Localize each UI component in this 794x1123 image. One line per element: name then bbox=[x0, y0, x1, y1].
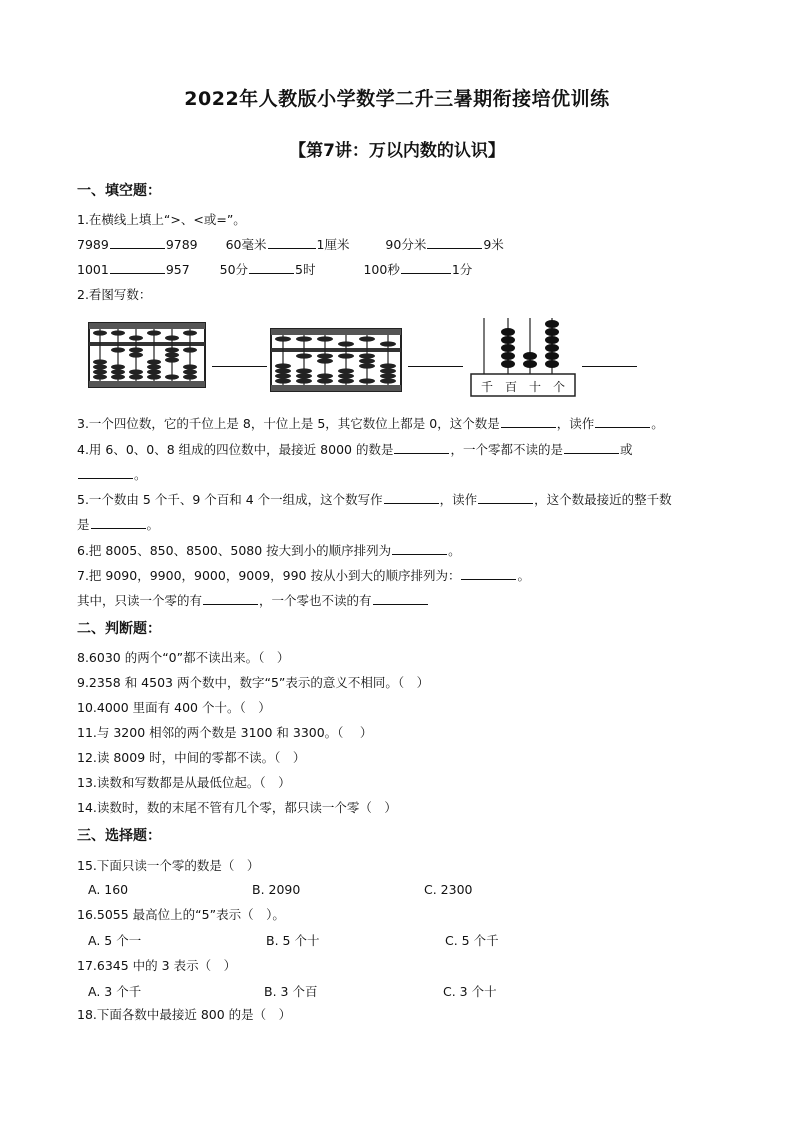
section-2-heading: 二、判断题： bbox=[77, 621, 161, 637]
q7-blank-2[interactable] bbox=[203, 592, 258, 605]
q6-blank-1[interactable] bbox=[392, 542, 447, 555]
q1-stem: 1.在横线上填上“>、<或=”。 bbox=[77, 212, 246, 227]
q7 bbox=[77, 567, 530, 585]
q16-option-c[interactable]: C. 5 个千 bbox=[445, 933, 499, 948]
q1-row-2 bbox=[77, 261, 472, 279]
q4-blank-3[interactable] bbox=[78, 466, 133, 479]
q3 bbox=[77, 415, 664, 433]
q16-stem: 16.5055 最高位上的“5”表示（ ）。 bbox=[77, 907, 285, 922]
counting-frame-answer-blank[interactable] bbox=[582, 366, 637, 367]
q5-text-a: 5.一个数由 5 个千、9 个百和 4 个一组成，这个数写作 bbox=[77, 492, 383, 507]
q15-option-c[interactable]: C. 2300 bbox=[424, 882, 473, 897]
q17-stem: 17.6345 中的 3 表示（ ） bbox=[77, 958, 237, 973]
q3-blank-1[interactable] bbox=[501, 415, 556, 428]
place-label-thousands: 千 bbox=[480, 380, 493, 394]
q1-r2-d: 5时 bbox=[295, 262, 316, 277]
q4-text-a: 4.用 6、0、0、8 组成的四位数中，最接近 8000 的数是 bbox=[77, 442, 394, 457]
q1-r1-blank-2[interactable] bbox=[268, 236, 316, 249]
q1-r2-blank-3[interactable] bbox=[401, 261, 451, 274]
q4-blank-2[interactable] bbox=[564, 441, 619, 454]
q5-blank-1[interactable] bbox=[384, 491, 439, 504]
q7-text-c: 其中，只读一个零的有 bbox=[77, 593, 203, 608]
q1-r1-blank-3[interactable] bbox=[427, 236, 482, 249]
q4-continued bbox=[77, 466, 147, 484]
q1-r1-a: 7989 bbox=[77, 237, 109, 252]
q1-r1-d: 1厘米 bbox=[316, 237, 350, 252]
q4-blank-1[interactable] bbox=[394, 441, 449, 454]
place-label-tens: 十 bbox=[528, 380, 541, 394]
place-label-ones: 个 bbox=[552, 380, 565, 394]
q4-text-c: 或 bbox=[619, 442, 633, 457]
q5-blank-3[interactable] bbox=[91, 516, 146, 529]
q7-text-a: 7.把 9090，9900，9000，9009，990 按从小到大的顺序排列为： bbox=[77, 568, 461, 583]
judge-item-14: 14.读数时，数的末尾不管有几个零，都只读一个零（ ） bbox=[77, 800, 397, 815]
q5-text-b: ，读作 bbox=[439, 492, 478, 507]
q4-text-b: ，一个零都不读的是 bbox=[450, 442, 563, 457]
judge-item-11: 11.与 3200 相邻的两个数是 3100 和 3300。（ ） bbox=[77, 725, 373, 740]
judge-item-10: 10.4000 里面有 400 个十。（ ） bbox=[77, 700, 271, 715]
q1-r2-a: 1001 bbox=[77, 262, 109, 277]
q1-r1-c: 60毫米 bbox=[225, 237, 267, 252]
q1-r1-f: 9米 bbox=[483, 237, 504, 252]
q17-option-a[interactable]: A. 3 个千 bbox=[88, 984, 142, 999]
q18-stem: 18.下面各数中最接近 800 的是（ ） bbox=[77, 1007, 292, 1022]
page-title: 2022年人教版小学数学二升三暑期衔接培优训练 bbox=[184, 88, 610, 110]
q3-blank-2[interactable] bbox=[595, 415, 650, 428]
abacus-1-image bbox=[88, 322, 206, 388]
q1-r2-b: 957 bbox=[165, 262, 190, 277]
abacus-1-answer-blank[interactable] bbox=[212, 366, 267, 367]
q7-continued bbox=[77, 592, 429, 610]
q1-r2-blank-2[interactable] bbox=[249, 261, 294, 274]
q5-continued bbox=[77, 516, 159, 534]
q4-text-d: 。 bbox=[134, 467, 147, 482]
q3-text-b: ，读作 bbox=[556, 416, 595, 431]
q15-stem: 15.下面只读一个零的数是（ ） bbox=[77, 858, 260, 873]
q7-text-d: ，一个零也不读的有 bbox=[259, 593, 372, 608]
q5-blank-2[interactable] bbox=[478, 491, 533, 504]
q5 bbox=[77, 491, 672, 509]
q17-option-c[interactable]: C. 3 个十 bbox=[443, 984, 497, 999]
q3-text-a: 3.一个四位数，它的千位上是 8，十位上是 5，其它数位上都是 0，这个数是 bbox=[77, 416, 500, 431]
judge-item-12: 12.读 8009 时，中间的零都不读。（ ） bbox=[77, 750, 306, 765]
q2-stem: 2.看图写数： bbox=[77, 287, 152, 302]
q5-text-c: ，这个数最接近的整千数 bbox=[534, 492, 672, 507]
q1-r1-b: 9789 bbox=[165, 237, 198, 252]
judge-item-8: 8.6030 的两个“0”都不读出来。（ ） bbox=[77, 650, 290, 665]
q7-text-b: 。 bbox=[517, 568, 530, 583]
section-1-heading: 一、填空题： bbox=[77, 183, 161, 199]
q6-text-a: 6.把 8005、850、8500、5080 按大到小的顺序排列为 bbox=[77, 543, 392, 558]
q6-text-b: 。 bbox=[448, 543, 461, 558]
q1-r1-blank-1[interactable] bbox=[110, 236, 165, 249]
section-3-heading: 三、选择题： bbox=[77, 828, 161, 844]
q15-option-b[interactable]: B. 2090 bbox=[252, 882, 301, 897]
q16-option-a[interactable]: A. 5 个一 bbox=[88, 933, 142, 948]
q6 bbox=[77, 542, 461, 560]
place-label-hundreds: 百 bbox=[504, 380, 517, 394]
judge-item-9: 9.2358 和 4503 两个数中，数字“5”表示的意义不相同。（ ） bbox=[77, 675, 430, 690]
q3-text-c: 。 bbox=[651, 416, 664, 431]
q5-text-d: 是 bbox=[77, 517, 90, 532]
q4 bbox=[77, 441, 632, 459]
q5-text-e: 。 bbox=[146, 517, 160, 532]
q1-r2-f: 1分 bbox=[451, 262, 473, 277]
q1-r1-e: 90分米 bbox=[385, 237, 427, 252]
q1-row-1 bbox=[77, 236, 504, 254]
abacus-2-answer-blank[interactable] bbox=[408, 366, 463, 367]
abacus-2-image bbox=[270, 328, 402, 392]
q1-r2-blank-1[interactable] bbox=[110, 261, 165, 274]
q7-blank-1[interactable] bbox=[461, 567, 516, 580]
lesson-subtitle: 【第7讲：万以内数的认识】 bbox=[289, 141, 505, 161]
counting-frame-labels bbox=[475, 378, 571, 395]
judge-item-13: 13.读数和写数都是从最低位起。（ ） bbox=[77, 775, 291, 790]
q15-option-a[interactable]: A. 160 bbox=[88, 882, 129, 897]
q17-option-b[interactable]: B. 3 个百 bbox=[264, 984, 318, 999]
q1-r2-c: 50分 bbox=[219, 262, 249, 277]
q1-r2-e: 100秒 bbox=[363, 262, 400, 277]
q7-blank-3[interactable] bbox=[373, 592, 428, 605]
q16-option-b[interactable]: B. 5 个十 bbox=[266, 933, 320, 948]
